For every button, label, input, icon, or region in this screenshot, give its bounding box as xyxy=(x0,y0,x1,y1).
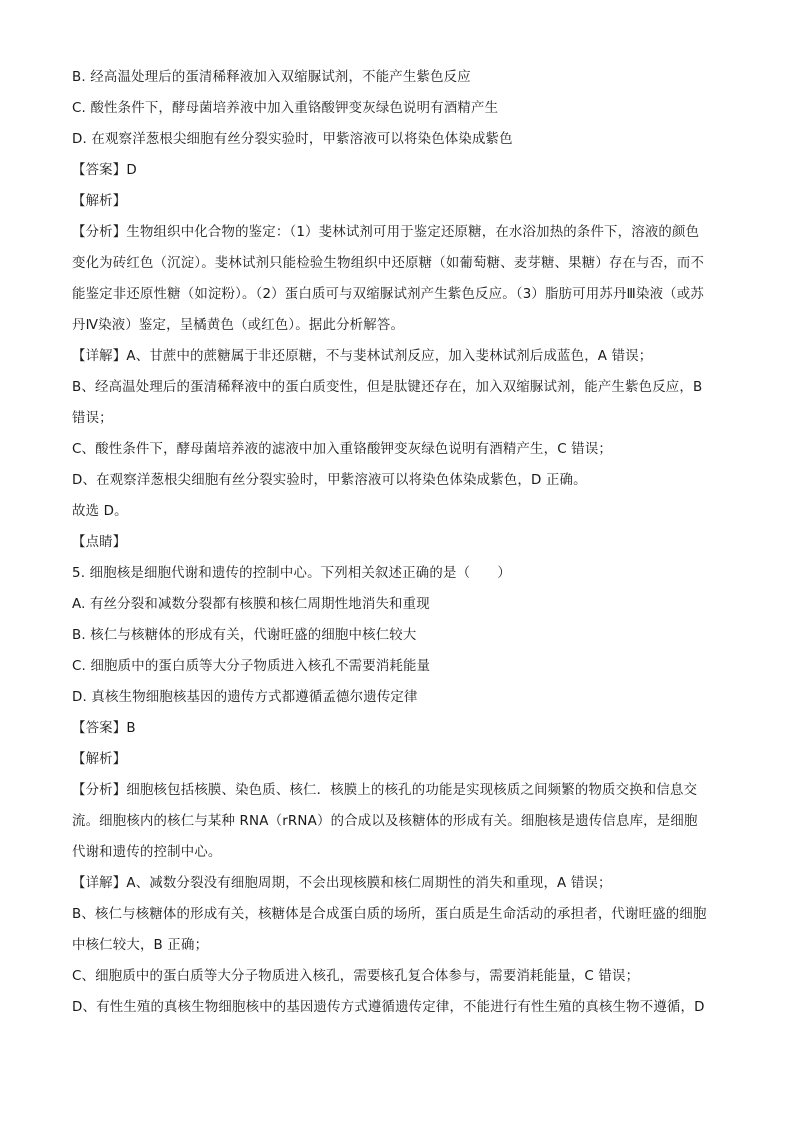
question-5-option-c: C. 细胞质中的蛋白质等大分子物质进入核孔不需要消耗能量 xyxy=(72,659,431,674)
q5-analysis-line-3: 代谢和遗传的控制中心。 xyxy=(72,845,222,860)
document-body xyxy=(72,62,726,1023)
answer-label: 【答案】B xyxy=(72,721,136,736)
analysis-line-4: 丹Ⅳ染液）鉴定，呈橘黄色（或红色）。据此分析解答。 xyxy=(72,318,405,333)
option-d-prev: D. 在观察洋葱根尖细胞有丝分裂实验时，甲紫溶液可以将染色体染成紫色 xyxy=(72,132,513,147)
detail-line-b: B、经高温处理后的蛋清稀释液中的蛋白质变性，但是肽键还存在，加入双缩脲试剂，能产生紫色反应，B xyxy=(72,380,703,395)
tip-heading: 【点睛】 xyxy=(72,535,127,550)
option-c-prev: C. 酸性条件下，酵母菌培养液中加入重铬酸钾变灰绿色说明有酒精产生 xyxy=(72,101,499,116)
analysis-line-1: 【分析】生物组织中化合物的鉴定：（1）斐林试剂可用于鉴定还原糖，在水浴加热的条件下，溶液的颜色 xyxy=(72,225,700,240)
q5-analysis-line-2: 流。细胞核内的核仁与某种 RNA（rRNA）的合成以及核糖体的形成有关。细胞核是遗传信息库，是细胞 xyxy=(72,814,698,829)
q5-detail-line-b: B、核仁与核糖体的形成有关，核糖体是合成蛋白质的场所，蛋白质是生命活动的承担者，代谢旺盛的细胞 xyxy=(72,907,707,922)
detail-line-a: 【详解】A、甘蔗中的蔗糖属于非还原糖，不与斐林试剂反应，加入斐林试剂后成蓝色，A 错误； xyxy=(72,349,653,364)
detail-line-c: C、酸性条件下，酵母菌培养液的滤液中加入重铬酸钾变灰绿色说明有酒精产生，C 错误； xyxy=(72,442,612,457)
question-5-option-d: D. 真核生物细胞核基因的遗传方式都遵循孟德尔遗传定律 xyxy=(72,690,418,705)
question-5-option-b: B. 核仁与核糖体的形成有关，代谢旺盛的细胞中核仁较大 xyxy=(72,628,417,643)
detail-line-d: D、在观察洋葱根尖细胞有丝分裂实验时，甲紫溶液可以将染色体染成紫色，D 正确。 xyxy=(72,473,587,488)
analysis-heading-prev: 【解析】 xyxy=(72,194,127,209)
analysis-line-2: 变化为砖红色（沉淀）。斐林试剂只能检验生物组织中还原糖（如葡萄糖、麦芽糖、果糖）存在与否，而不 xyxy=(72,256,705,271)
analysis-line-3: 能鉴定非还原性糖（如淀粉）。（2）蛋白质可与双缩脲试剂产生紫色反应。（3）脂肪可用苏丹Ⅲ染液（或苏 xyxy=(72,287,704,302)
q5-detail-line-c: C、细胞质中的蛋白质等大分子物质进入核孔，需要核孔复合体参与，需要消耗能量，C 错误； xyxy=(72,969,640,984)
answer-label-prev: 【答案】D xyxy=(72,163,137,178)
question-5-option-a: A. 有丝分裂和减数分裂都有核膜和核仁周期性地消失和重现 xyxy=(72,597,430,612)
analysis-heading: 【解析】 xyxy=(72,752,127,767)
option-b-prev: B. 经高温处理后的蛋清稀释液加入双缩脲试剂，不能产生紫色反应 xyxy=(72,70,471,85)
q5-detail-line-a: 【详解】A、减数分裂没有细胞周期，不会出现核膜和核仁周期性的消失和重现，A 错误； xyxy=(72,876,612,891)
q5-detail-line-d: D、有性生殖的真核生物细胞核中的基因遗传方式遵循遗传定律，不能进行有性生殖的真核生物不遵循，D xyxy=(72,1000,705,1015)
q5-detail-line-b-cont: 中核仁较大，B 正确； xyxy=(72,938,209,953)
question-5-stem: 5. 细胞核是细胞代谢和遗传的控制中心。下列相关叙述正确的是（ ） xyxy=(72,566,511,581)
detail-line-b-cont: 错误； xyxy=(72,411,113,426)
choice-conclusion: 故选 D。 xyxy=(72,504,128,519)
q5-analysis-line-1: 【分析】细胞核包括核膜、染色质、核仁．核膜上的核孔的功能是实现核质之间频繁的物质交换和信息交 xyxy=(72,783,698,798)
